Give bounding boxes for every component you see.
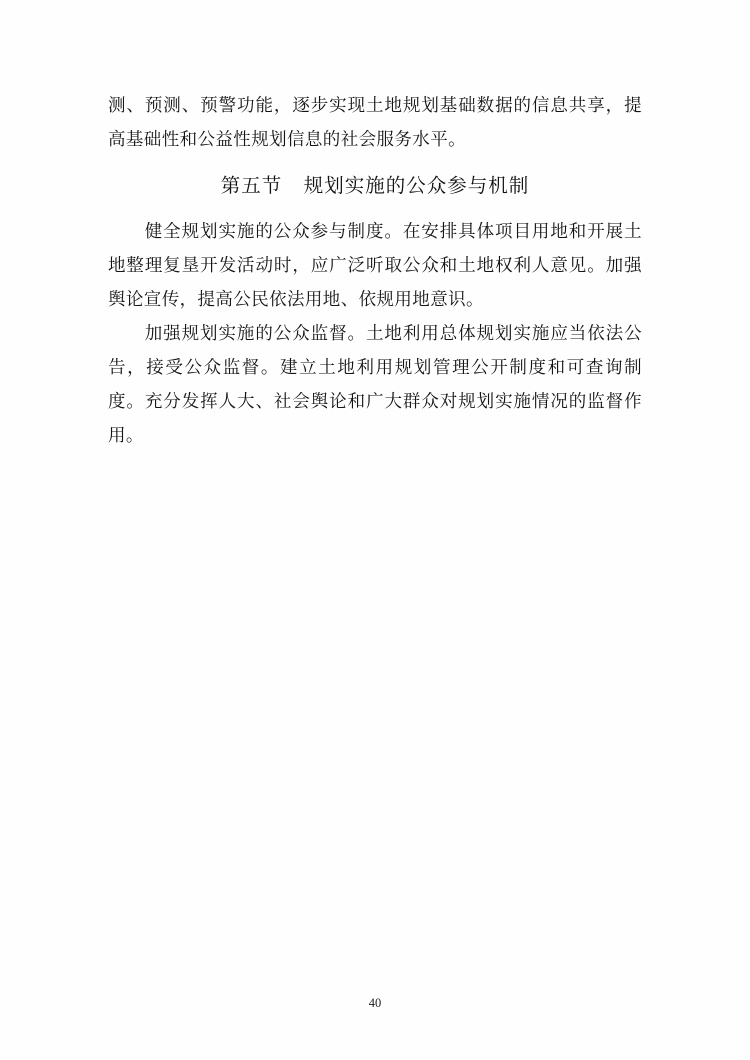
paragraph-1: 健全规划实施的公众参与制度。在安排具体项目用地和开展土地整理复垦开发活动时，应广泛听取公众和土地权利人意见。加强舆论宣传，提高公民依法用地、依规用地意识。 [108,221,642,309]
page-number: 40 [368,996,382,1010]
section-heading [108,170,642,204]
document-body [108,88,642,452]
section-title: 规划实施的公众参与机制 [303,176,530,197]
continued-paragraph: 测、预测、预警功能，逐步实现土地规划基础数据的信息共享，提高基础性和公益性规划信息的社会服务水平。 [108,95,642,149]
section-number: 第五节 [220,176,283,197]
paragraph-2: 加强规划实施的公众监督。土地利用总体规划实施应当依法公告，接受公众监督。建立土地利用规划管理公开制度和可查询制度。充分发挥人大、社会舆论和广大群众对规划实施情况的监督作用。 [108,323,642,445]
page-footer [0,994,750,1012]
